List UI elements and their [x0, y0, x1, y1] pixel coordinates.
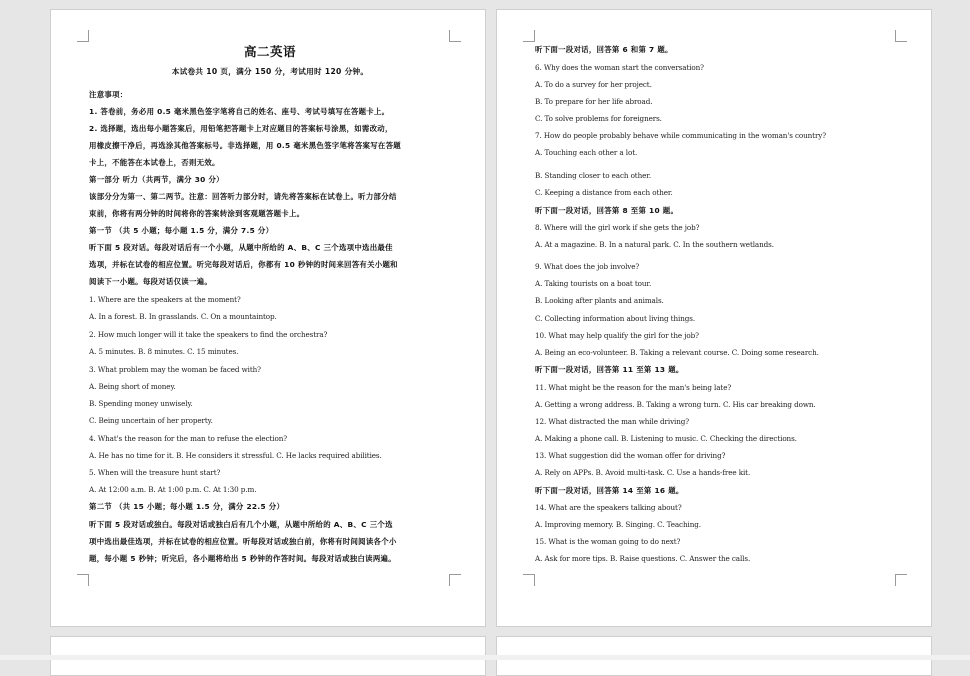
question-line: 1. Where are the speakers at the moment?	[89, 295, 241, 304]
question-line: A. In a forest. B. In grasslands. C. On a mountaintop.	[89, 312, 277, 321]
question-line: A. To do a survey for her project.	[535, 80, 652, 89]
instruction-line: 选项，并标在试卷的相应位置。听完每段对话后，你都有 10 秒钟的时间来回答有关小题和	[89, 260, 398, 269]
section-heading: 听下面一段对话，回答第 6 和第 7 题。	[535, 45, 673, 54]
margin-mark	[77, 574, 89, 586]
question-line: A. Being short of money.	[89, 382, 176, 391]
instruction-line: 听下面 5 段对话或独白。每段对话或独白后有几个小题，从题中所给的 A、B、C 三个选	[89, 520, 393, 529]
question-line: A. Improving memory. B. Singing. C. Teaching.	[535, 520, 701, 529]
question-line: 4. What's the reason for the man to refuse the election?	[89, 434, 288, 443]
question-line: C. To solve problems for foreigners.	[535, 114, 662, 123]
instruction-line: 项中选出最佳选项，并标在试卷的相应位置。听每段对话或独白前，你将有时间阅读各个小	[89, 537, 397, 546]
question-line: 8. Where will the girl work if she gets the job?	[535, 223, 700, 232]
question-line: 14. What are the speakers talking about?	[535, 503, 682, 512]
margin-mark	[77, 30, 89, 42]
question-line: 2. How much longer will it take the speakers to find the orchestra?	[89, 330, 328, 339]
document-page-1	[50, 9, 486, 627]
question-line: A. Rely on APPs. B. Avoid multi-task. C. Use a hands-free kit.	[535, 468, 751, 477]
question-line: 10. What may help qualify the girl for the job?	[535, 331, 699, 340]
question-line: A. Taking tourists on a boat tour.	[535, 279, 652, 288]
instruction-line: 2. 选择题，选出每小题答案后，用铅笔把答题卡上对应题目的答案标号涂黑，如需改动，	[89, 124, 393, 133]
instruction-line: 题，每小题 5 秒钟；听完后，各小题将给出 5 秒钟的作答时间。每段对话或独白读两遍。	[89, 554, 396, 563]
question-line: A. He has no time for it. B. He considers it stressful. C. He lacks required abilities.	[89, 451, 382, 460]
instruction-line: 听下面 5 段对话。每段对话后有一个小题，从题中所给的 A、B、C 三个选项中选出最佳	[89, 243, 393, 252]
question-line: A. Getting a wrong address. B. Taking a wrong turn. C. His car breaking down.	[535, 400, 816, 409]
section-heading: 听下面一段对话，回答第 11 至第 13 题。	[535, 365, 684, 374]
section-heading: 听下面一段对话，回答第 8 至第 10 题。	[535, 206, 679, 215]
question-line: A. Being an eco-volunteer. B. Taking a relevant course. C. Doing some research.	[535, 348, 819, 357]
margin-mark	[523, 30, 535, 42]
question-line: 11. What might be the reason for the man's being late?	[535, 383, 732, 392]
question-line: 5. When will the treasure hunt start?	[89, 468, 221, 477]
question-line: A. At 12:00 a.m. B. At 1:00 p.m. C. At 1:30 p.m.	[89, 485, 257, 494]
question-line: C. Collecting information about living things.	[535, 314, 696, 323]
question-line: A. Making a phone call. B. Listening to music. C. Checking the directions.	[535, 434, 797, 443]
exam-info: 本试卷共 10 页，满分 150 分，考试用时 120 分钟。	[171, 67, 369, 76]
margin-mark	[523, 574, 535, 586]
instruction-line: 第一部分 听力（共两节，满分 30 分）	[89, 175, 224, 184]
instruction-line: 注意事项：	[89, 90, 128, 99]
question-line: A. 5 minutes. B. 8 minutes. C. 15 minutes.	[89, 347, 239, 356]
question-line: A. Ask for more tips. B. Raise questions. C. Answer the calls.	[535, 554, 751, 563]
question-line: 7. How do people probably behave while communicating in the woman's country?	[535, 131, 827, 140]
instruction-line: 该部分分为第一、第二两节。注意：回答听力部分时，请先将答案标在试卷上。听力部分结	[89, 192, 397, 201]
instruction-line: 阅读下一小题。每段对话仅读一遍。	[89, 277, 213, 286]
document-page-2	[496, 9, 932, 627]
question-line: A. Touching each other a lot.	[535, 148, 638, 157]
question-line: A. At a magazine. B. In a natural park. C. In the southern wetlands.	[535, 240, 774, 249]
instruction-line: 束前，你将有两分钟的时间将你的答案转涂到客观题答题卡上。	[89, 209, 305, 218]
instruction-line: 第一节 （共 5 小题；每小题 1.5 分，满分 7.5 分）	[89, 226, 274, 235]
question-line: 12. What distracted the man while driving?	[535, 417, 690, 426]
instruction-line: 卡上，不能答在本试卷上，否则无效。	[89, 158, 220, 167]
question-line: B. Spending money unwisely.	[89, 399, 193, 408]
question-line: C. Keeping a distance from each other.	[535, 188, 673, 197]
section-heading: 听下面一段对话，回答第 14 至第 16 题。	[535, 486, 684, 495]
question-line: B. Standing closer to each other.	[535, 171, 652, 180]
question-line: B. To prepare for her life abroad.	[535, 97, 653, 106]
question-line: 15. What is the woman going to do next?	[535, 537, 681, 546]
question-line: 9. What does the job involve?	[535, 262, 640, 271]
question-line: 3. What problem may the woman be faced with?	[89, 365, 261, 374]
question-line: 13. What suggestion did the woman offer for driving?	[535, 451, 726, 460]
question-line: B. Looking after plants and animals.	[535, 296, 664, 305]
instruction-line: 第二节 （共 15 小题；每小题 1.5 分，满分 22.5 分）	[89, 502, 285, 511]
question-line: C. Being uncertain of her property.	[89, 416, 213, 425]
question-line: 6. Why does the woman start the conversation?	[535, 63, 704, 72]
instruction-line: 用橡皮擦干净后，再选涂其他答案标号。非选择题，用 0.5 毫米黑色签字笔将答案写在答题	[89, 141, 401, 150]
instruction-line: 1. 答卷前，务必用 0.5 毫米黑色签字笔将自己的姓名、座号、考试号填写在答题卡上。	[89, 107, 390, 116]
status-bar	[0, 655, 970, 660]
page-title: 高二英语	[243, 44, 296, 59]
